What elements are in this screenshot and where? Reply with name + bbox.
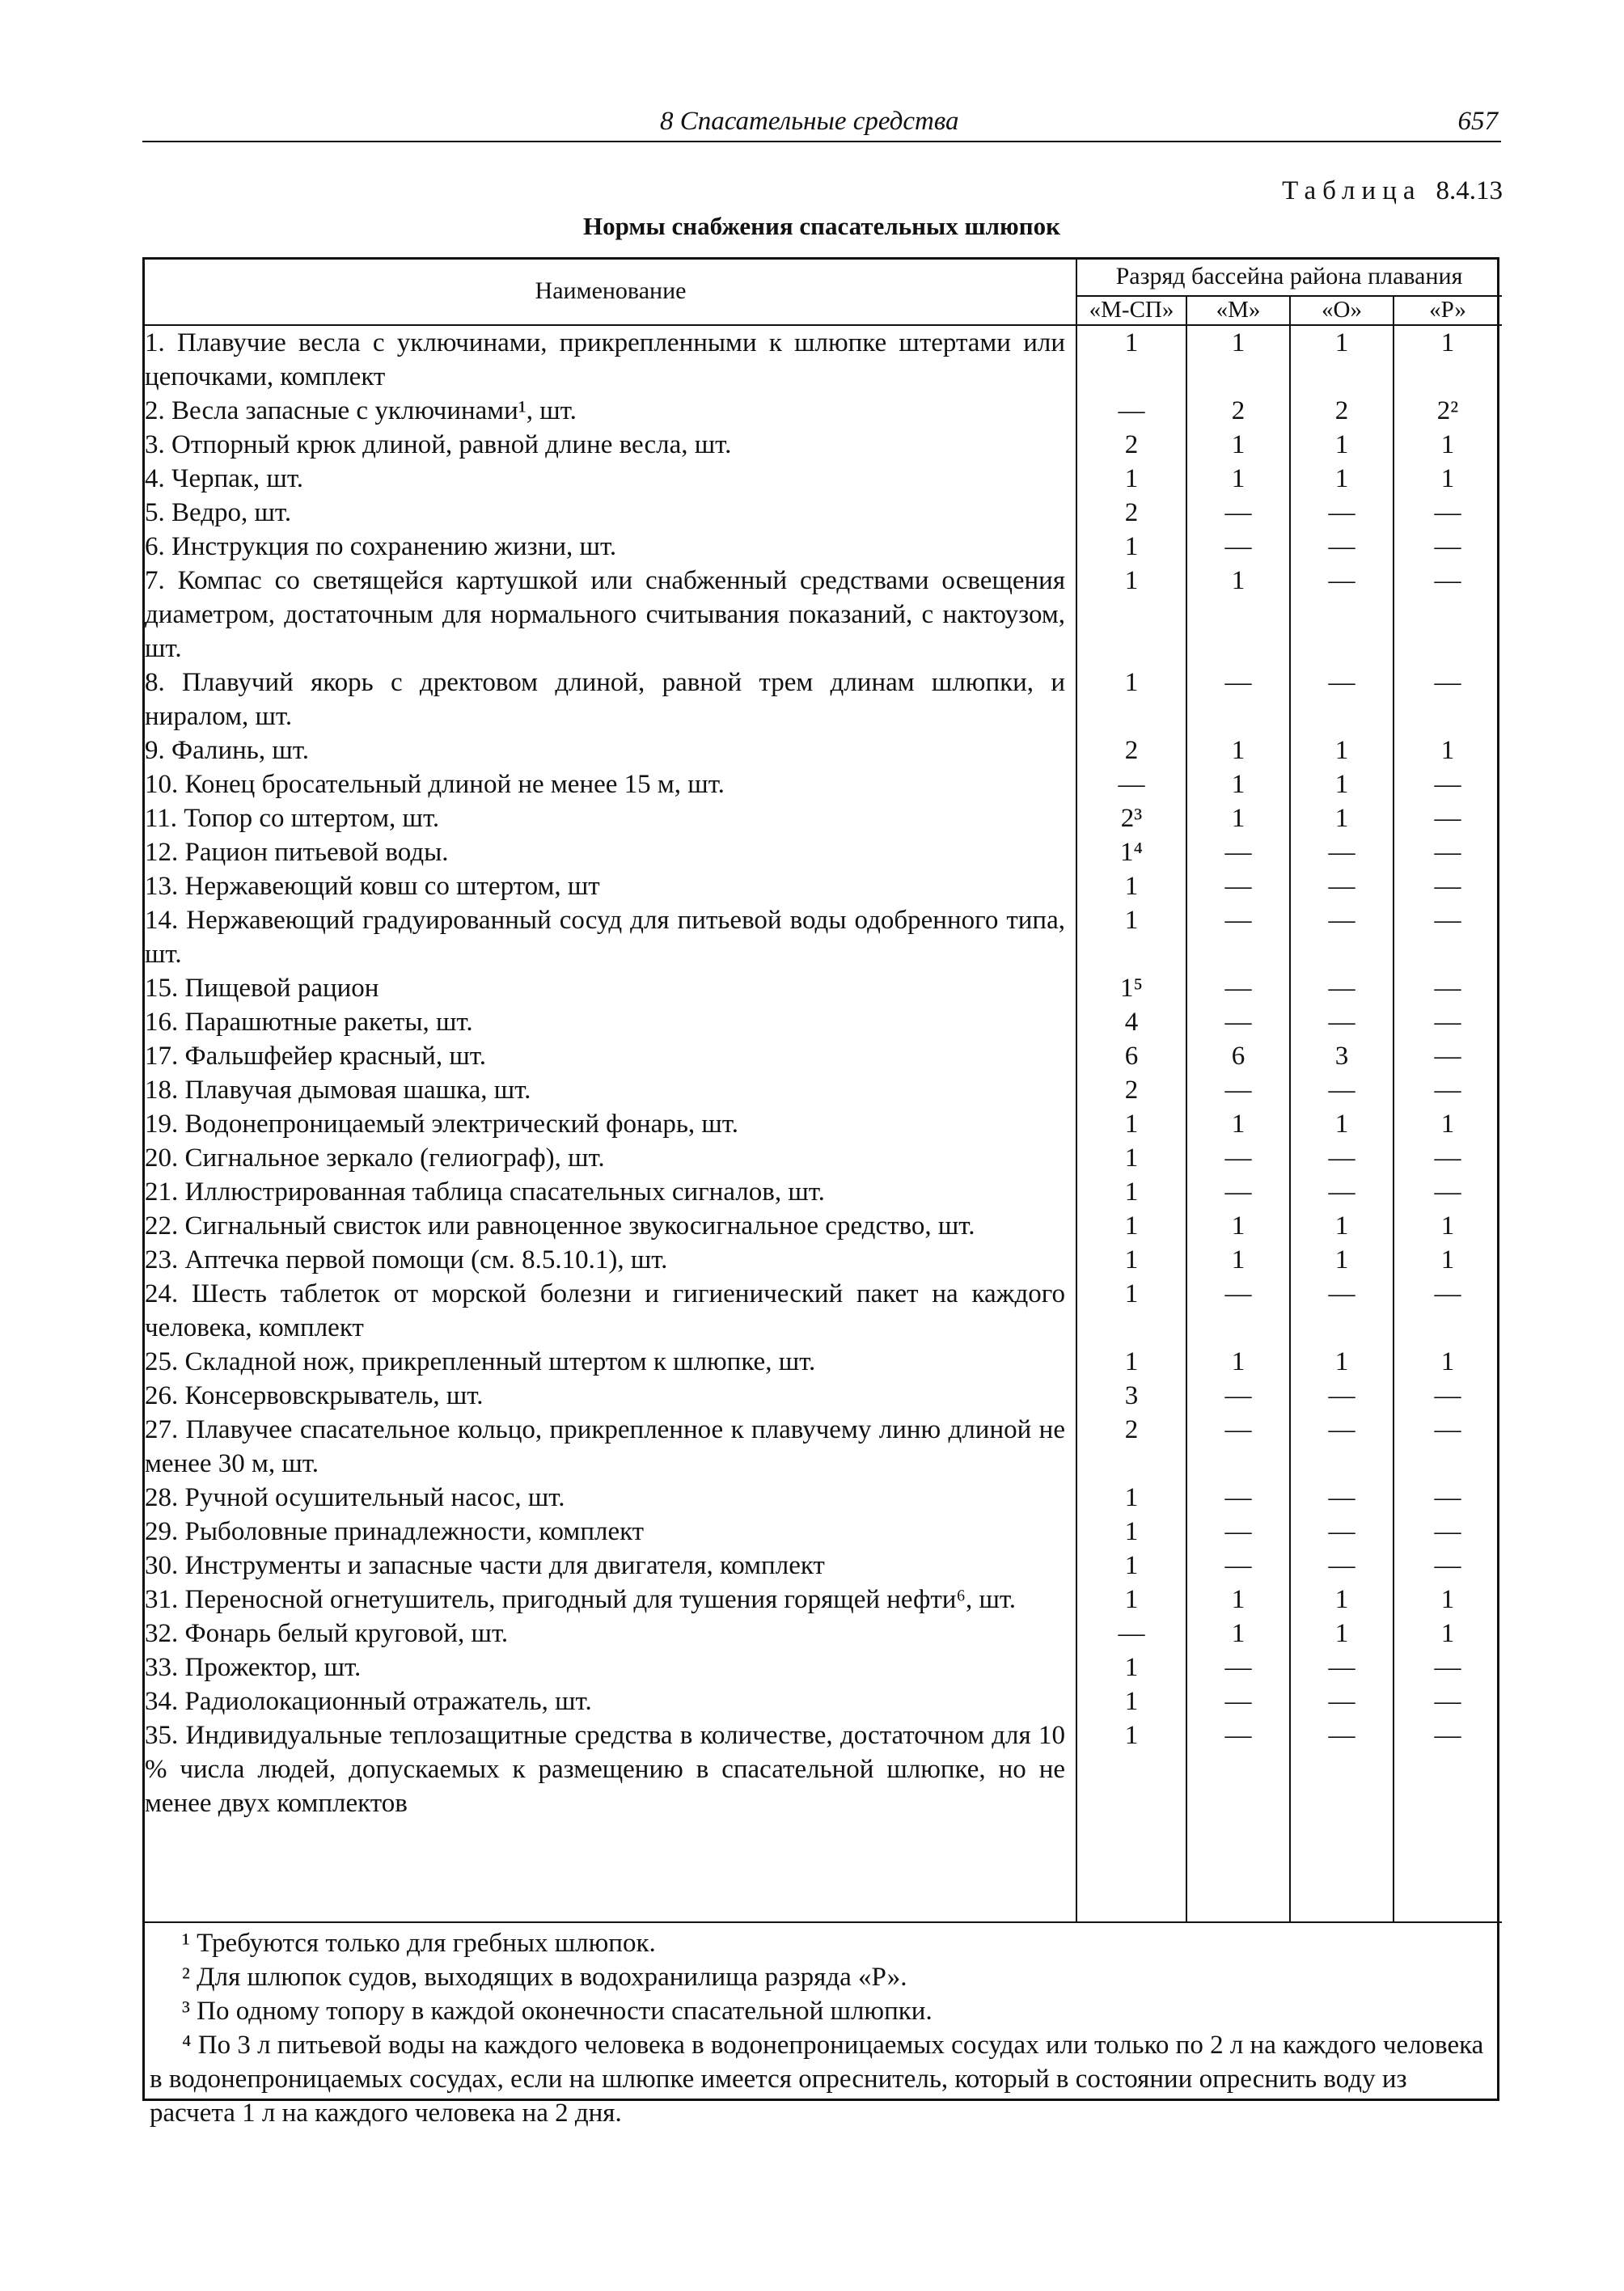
quantity-cell: — [1434,1653,1461,1682]
quantity-cell: — [1328,498,1355,527]
table-row [145,1243,1502,1277]
table-row [145,801,1502,835]
quantity-cell: — [1224,1721,1252,1750]
item-name: 30. Инструменты и запасные части для двигателя, комплект [145,1551,825,1580]
item-name: 4. Черпак, шт. [145,464,304,493]
table-row [145,1651,1502,1684]
item-name: 19. Водонепроницаемый электрический фонарь, шт. [145,1110,738,1139]
quantity-cell: — [1224,1008,1252,1037]
table-row [145,1073,1502,1107]
quantity-cell: 3 [1334,1042,1349,1071]
quantity-cell: 1 [1334,1585,1349,1614]
quantity-cell: — [1434,498,1461,527]
quantity-cell: — [1434,1551,1461,1580]
quantity-cell: — [1224,838,1252,867]
table-number: 8.4.13 [1436,176,1503,205]
item-name: 5. Ведро, шт. [145,498,292,527]
quantity-cell: 1 [1124,1551,1139,1580]
quantity-cell: 1 [1440,1211,1455,1241]
quantity-cell: — [1328,1143,1355,1173]
quantity-cell: 2 [1124,498,1139,527]
quantity-cell: — [1224,974,1252,1003]
item-name: 2. Весла запасные с уключинами¹, шт. [145,396,577,425]
column-header-name: Наименование [535,277,687,304]
quantity-cell: 1⁴ [1119,838,1143,867]
item-name: 18. Плавучая дымовая шашка, шт. [145,1076,531,1105]
quantity-cell: 1 [1334,1245,1349,1274]
quantity-cell: 2 [1334,396,1349,425]
quantity-cell: 1 [1440,1585,1455,1614]
table-row [145,1549,1502,1583]
quantity-cell: 3 [1124,1381,1139,1410]
quantity-cell: 1 [1124,668,1139,697]
quantity-cell: — [1434,668,1461,697]
quantity-cell: 1 [1231,804,1245,833]
footnote: ⁴ По 3 л питьевой воды на каждого человека в водонепроницаемых сосудах или только по 2 л на каждого человека в водонепроницаемых сосудах, если на шлюпке имеется опреснитель, который в состоянии опреснить воду из расчета 1 л на каждого человека на 2 дня. [150,2031,1484,2128]
table-row [145,1209,1502,1243]
table-row [145,394,1502,428]
item-name: 22. Сигнальный свисток или равноценное звукосигнальное средство, шт. [145,1211,975,1241]
table-row [145,666,1502,733]
quantity-cell: — [1224,1517,1252,1546]
item-name: 23. Аптечка первой помощи (см. 8.5.10.1), шт. [145,1245,668,1274]
quantity-cell: — [1434,1177,1461,1207]
quantity-cell: — [1224,1177,1252,1207]
table-row [145,1005,1502,1039]
quantity-cell: 1 [1124,328,1139,357]
quantity-cell: 2 [1124,1076,1139,1105]
quantity-cell: — [1118,770,1145,799]
quantity-cell: 1 [1231,1211,1245,1241]
quantity-cell: — [1328,1483,1355,1512]
quantity-cell: — [1224,906,1252,935]
item-name: 21. Иллюстрированная таблица спасательных сигналов, шт. [145,1177,825,1207]
quantity-cell: — [1224,1687,1252,1716]
table-row [145,1684,1502,1718]
table-row [145,835,1502,869]
quantity-cell: — [1118,1619,1145,1648]
quantity-cell: — [1328,1008,1355,1037]
quantity-cell: — [1328,1415,1355,1444]
table-row [145,1277,1502,1345]
quantity-cell: — [1328,1687,1355,1716]
quantity-cell: — [1434,1517,1461,1546]
quantity-cell: 1 [1124,1110,1139,1139]
footnote: ² Для шлюпок судов, выходящих в водохранилища разряда «Р». [182,1963,907,1992]
quantity-cell: — [1224,498,1252,527]
table-row [145,462,1502,496]
column-header-o: «О» [1322,297,1362,323]
quantity-cell: — [1118,396,1145,425]
quantity-cell: 1 [1231,1619,1245,1648]
quantity-cell: 1 [1334,770,1349,799]
item-name: 17. Фальшфейер красный, шт. [145,1042,486,1071]
table-row [145,733,1502,767]
item-name: 7. Компас со светящейся картушкой или снабженный средствами освещения диаметром, достаточным для нормального считывания показаний, с нактоузом, шт. [145,566,1065,663]
quantity-cell: — [1328,1076,1355,1105]
quantity-cell: — [1434,566,1461,595]
quantity-cell: 1 [1231,736,1245,765]
quantity-cell: — [1328,838,1355,867]
table-row [145,326,1502,394]
quantity-cell: 1 [1124,1721,1139,1750]
quantity-cell: 1 [1440,464,1455,493]
quantity-cell: 1 [1124,1143,1139,1173]
quantity-cell: 1 [1334,464,1349,493]
quantity-cell: 1 [1334,1211,1349,1241]
quantity-cell: 1 [1334,804,1349,833]
quantity-cell: — [1434,804,1461,833]
quantity-cell: — [1224,1415,1252,1444]
footnote: ³ По одному топору в каждой оконечности спасательной шлюпки. [182,1997,933,2026]
quantity-cell: 1 [1124,1483,1139,1512]
table-label [1282,176,1503,206]
quantity-cell: — [1434,770,1461,799]
quantity-cell: 1 [1124,1245,1139,1274]
quantity-cell: 1 [1334,1619,1349,1648]
quantity-cell: 1 [1124,1517,1139,1546]
table-row [145,1515,1502,1549]
quantity-cell: 1 [1334,328,1349,357]
table-row [145,767,1502,801]
quantity-cell: — [1434,906,1461,935]
quantity-cell: — [1434,1483,1461,1512]
table-row [145,1039,1502,1073]
quantity-cell: 6 [1231,1042,1245,1071]
item-name: 3. Отпорный крюк длиной, равной длине весла, шт. [145,430,732,459]
quantity-cell: — [1434,1381,1461,1410]
chapter-title: 8 Спасательные средства [660,107,959,136]
quantity-cell: — [1434,1721,1461,1750]
quantity-cell: 2 [1124,430,1139,459]
quantity-cell: 1 [1231,464,1245,493]
quantity-cell: — [1328,1517,1355,1546]
quantity-cell: — [1224,1381,1252,1410]
quantity-cell: 2 [1124,736,1139,765]
quantity-cell: — [1434,1008,1461,1037]
quantity-cell: 1 [1231,430,1245,459]
quantity-cell: — [1328,668,1355,697]
column-header-group: Разряд бассейна района плавания [1115,263,1463,290]
quantity-cell: — [1328,532,1355,561]
quantity-cell: 1 [1124,1687,1139,1716]
quantity-cell: 1 [1440,1347,1455,1376]
item-name: 28. Ручной осушительный насос, шт. [145,1483,565,1512]
quantity-cell: — [1224,668,1252,697]
page-header [142,104,1501,142]
table-row [145,1481,1502,1515]
item-name: 34. Радиолокационный отражатель, шт. [145,1687,592,1716]
item-name: 35. Индивидуальные теплозащитные средства в количестве, достаточном для 10 % числа людей, допускаемых к размещению в спасательной шлюпке, но не менее двух комплектов [145,1721,1065,1818]
table-row [145,1107,1502,1141]
item-name: 1. Плавучие весла с уключинами, прикрепленными к шлюпке штертами или цепочками, комплект [145,328,1065,391]
table-row [145,428,1502,462]
quantity-cell: — [1328,1177,1355,1207]
quantity-cell: 2² [1436,396,1459,425]
quantity-cell: 1 [1440,1245,1455,1274]
quantity-cell: — [1328,566,1355,595]
quantity-cell: 1 [1231,1245,1245,1274]
quantity-cell: — [1434,838,1461,867]
quantity-cell: 1 [1440,736,1455,765]
table-row [145,1617,1502,1651]
quantity-cell: — [1434,532,1461,561]
quantity-cell: 2 [1124,1415,1139,1444]
table-row [145,1379,1502,1413]
item-name: 12. Рацион питьевой воды. [145,838,449,867]
item-name: 25. Складной нож, прикрепленный штертом к шлюпке, шт. [145,1347,816,1376]
quantity-cell: 1 [1124,872,1139,901]
item-name: 9. Фалинь, шт. [145,736,309,765]
item-name: 16. Парашютные ракеты, шт. [145,1008,473,1037]
table-row [145,1718,1502,1820]
quantity-cell: — [1224,1483,1252,1512]
quantity-cell: 1 [1124,1653,1139,1682]
quantity-cell: 1 [1334,736,1349,765]
quantity-cell: 1 [1124,532,1139,561]
quantity-cell: 1 [1231,328,1245,357]
quantity-cell: — [1328,1653,1355,1682]
table-row [145,1345,1502,1379]
item-name: 15. Пищевой рацион [145,974,379,1003]
quantity-cell: 1 [1334,1347,1349,1376]
table-row [145,496,1502,530]
item-name: 24. Шесть таблеток от морской болезни и гигиенический пакет на каждого человека, комплект [145,1279,1065,1342]
table-row [145,971,1502,1005]
quantity-cell: 1 [1124,464,1139,493]
column-header-r: «Р» [1429,297,1466,323]
item-name: 29. Рыболовные принадлежности, комплект [145,1517,645,1546]
quantity-cell: — [1328,974,1355,1003]
quantity-cell: 1⁵ [1119,974,1143,1003]
footnote: ¹ Требуются только для гребных шлюпок. [182,1929,656,1958]
quantity-cell: 1 [1231,1585,1245,1614]
item-name: 13. Нержавеющий ковш со штертом, шт [145,872,600,901]
quantity-cell: — [1434,1143,1461,1173]
item-name: 11. Топор со штертом, шт. [145,804,440,833]
item-name: 8. Плавучий якорь с дректовом длиной, равной трем длинам шлюпки, и ниралом, шт. [145,668,1065,731]
quantity-cell: — [1224,1279,1252,1308]
quantity-cell: 1 [1124,1177,1139,1207]
item-name: 31. Переносной огнетушитель, пригодный для тушения горящей нефти⁶, шт. [145,1585,1017,1614]
quantity-cell: — [1434,1279,1461,1308]
table-row [145,1141,1502,1175]
quantity-cell: — [1328,872,1355,901]
quantity-cell: — [1224,1076,1252,1105]
quantity-cell: — [1434,1687,1461,1716]
quantity-cell: 1 [1231,566,1245,595]
supply-table [142,257,1499,2128]
quantity-cell: 1 [1124,566,1139,595]
item-name: 10. Конец бросательный длиной не менее 15 м, шт. [145,770,725,799]
quantity-cell: 2³ [1120,804,1143,833]
quantity-cell: 1 [1231,770,1245,799]
quantity-cell: 2 [1231,396,1245,425]
item-name: 26. Консервовскрыватель, шт. [145,1381,484,1410]
quantity-cell: — [1328,906,1355,935]
quantity-cell: — [1224,1143,1252,1173]
item-name: 33. Прожектор, шт. [145,1653,362,1682]
table-label-word: Таблица [1282,176,1422,205]
quantity-cell: — [1328,1279,1355,1308]
quantity-cell: — [1224,1653,1252,1682]
column-header-m: «М» [1216,297,1261,323]
quantity-cell: — [1224,532,1252,561]
column-header-m-sp: «М-СП» [1089,297,1174,323]
quantity-cell: 1 [1334,1110,1349,1139]
footnotes [145,1923,1502,2130]
quantity-cell: 4 [1124,1008,1139,1037]
page-number: 657 [1457,107,1498,136]
item-name: 6. Инструкция по сохранению жизни, шт. [145,532,617,561]
table-row [145,530,1502,564]
table-body [145,326,1502,1820]
quantity-cell: — [1224,872,1252,901]
table-row [145,903,1502,971]
quantity-cell: 1 [1440,430,1455,459]
quantity-cell: — [1434,1042,1461,1071]
item-name: 14. Нержавеющий градуированный сосуд для питьевой воды одобренного типа, шт. [145,906,1065,969]
quantity-cell: 1 [1124,906,1139,935]
item-name: 27. Плавучее спасательное кольцо, прикрепленное к плавучему линю длиной не менее 30 м, шт. [145,1415,1065,1478]
quantity-cell: 1 [1440,1619,1455,1648]
quantity-cell: 1 [1124,1585,1139,1614]
quantity-cell: 1 [1440,328,1455,357]
quantity-cell: — [1328,1381,1355,1410]
quantity-cell: 1 [1124,1211,1139,1241]
quantity-cell: 1 [1124,1347,1139,1376]
table-title: Нормы снабжения спасательных шлюпок [583,212,1060,240]
quantity-cell: — [1434,1415,1461,1444]
quantity-cell: 6 [1124,1042,1139,1071]
quantity-cell: — [1434,872,1461,901]
quantity-cell: — [1328,1721,1355,1750]
table-row [145,869,1502,903]
item-name: 32. Фонарь белый круговой, шт. [145,1619,509,1648]
quantity-cell: — [1328,1551,1355,1580]
quantity-cell: 1 [1124,1279,1139,1308]
table-row [145,564,1502,666]
quantity-cell: 1 [1440,1110,1455,1139]
quantity-cell: 1 [1231,1110,1245,1139]
table-row [145,1583,1502,1617]
table-row [145,1175,1502,1209]
quantity-cell: 1 [1334,430,1349,459]
item-name: 20. Сигнальное зеркало (гелиограф), шт. [145,1143,605,1173]
quantity-cell: — [1224,1551,1252,1580]
quantity-cell: 1 [1231,1347,1245,1376]
quantity-cell: — [1434,1076,1461,1105]
quantity-cell: — [1434,974,1461,1003]
table-row [145,1413,1502,1481]
